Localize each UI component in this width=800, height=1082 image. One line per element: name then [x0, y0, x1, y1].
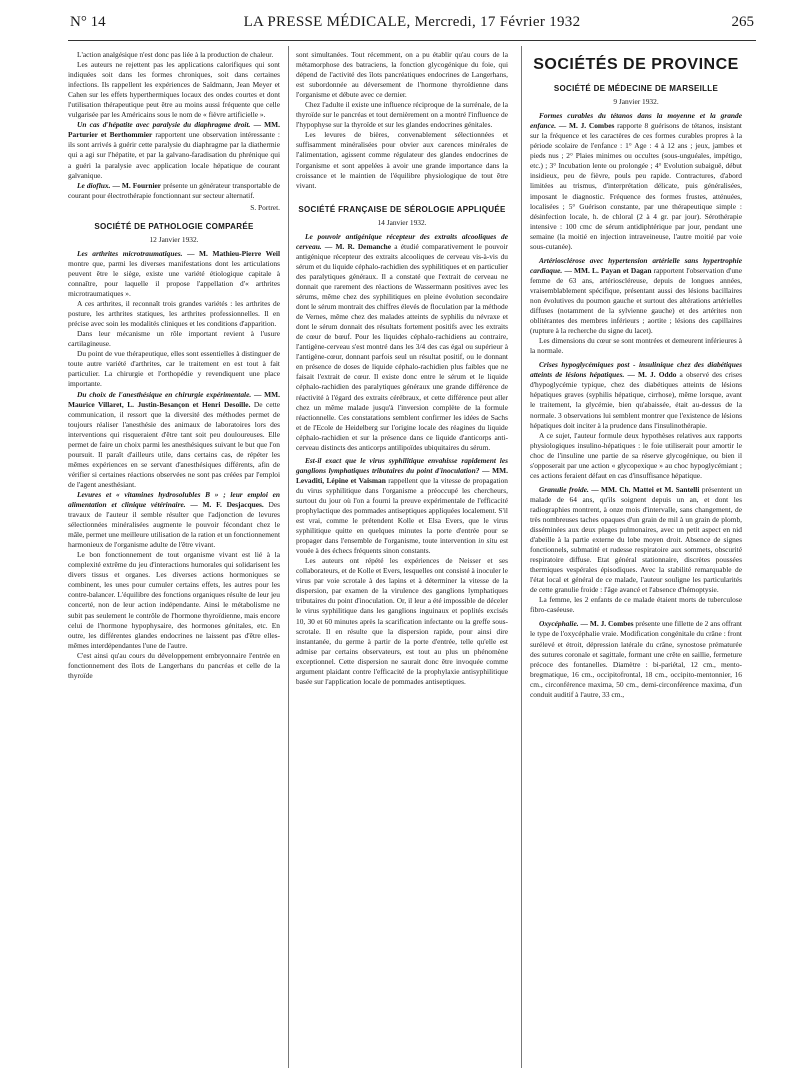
- article-authors: — M. R. Demanche: [324, 241, 392, 251]
- column-divider: [521, 46, 522, 1068]
- paragraph: Chez l'adulte il existe une influence réciproque de la surrénale, de la thyroïde sur le pancréas et tout dernièrement on a montré l'influence de l'hypophyse sur la thyroïde et sur les glandes endocrines génitales.: [296, 100, 508, 130]
- article: [68, 390, 280, 490]
- column-1: [68, 50, 280, 681]
- society-title: SOCIÉTÉ DE PATHOLOGIE COMPARÉE: [94, 221, 254, 231]
- paragraph: Les auteurs ne rejettent pas les applications calorifiques qui sont indiquées soit dans les formes chroniques, soit dans certaines infections. Ils rappellent les expériences de Saïdmann, Jean Meyer et Cahen sur les effets hyperthermiques locaux des ondes courtes et dont l'utilisation thérapeutique peut être au moins aussi fréquente que celle vulgarisée par les Américains sous le nom de « fièvre artificielle ».: [68, 60, 280, 120]
- paragraph: Les auteurs ont répété les expériences de Neisser et ses collaborateurs, et de Kolle et Evers, lesquelles ont consisté à inoculer le virus par voie scrotale à des lapins et à déterminer la vitesse de la dispersion, par examen de la virulence des ganglions lymphatiques tributaires du point d'inoculation. Or, il leur a été impossible de déceler le virus syphilitique dans les ganglions inguinaux et poplités excisés 10, 30 et 60 minutes après la scarification infectante ou la greffe sous-scrotale. Il en résulte que la dispersion rapide, pour ainsi dire instantanée, du germe à partir de la porte d'entrée, telle qu'elle est admise par certains observateurs, est tout au plus un phénomène exceptionnel. Cette dispersion ne saurait donc être invoquée comme argument plaidant contre l'efficacité de la prophylaxie antisyphilitique basée sur l'application locale de pommades antiseptiques.: [296, 556, 508, 686]
- article-authors: — MM. Parturier et Berthommier: [68, 120, 280, 140]
- article-title: Artériosclérose avec hypertension artérielle sans hypertrophie cardiaque.: [530, 255, 742, 275]
- journal-title: LA PRESSE MÉDICALE, Mercredi, 17 Février 1932: [243, 14, 581, 30]
- column-2: [296, 50, 508, 687]
- article-text: montre que, parmi les diverses manifestations dont les articulations peuvent être le siège, existe une variété étiologique capitale à connaître, pour laquelle il propose l'appellation d'« arthrites microtraumatiques ».: [68, 258, 280, 299]
- article-text: présentent un malade de 64 ans, qu'ils soignent depuis un an, et dont les radiographies montrent, à onze mois d'intervalle, sans changement, de très nombreuses taches opaques d'un grain de mil à un grain de plomb, disséminées aux deux plages pulmonaires, avec un petit aspect en nid d'abeille à la partie externe du lobe moyen droit. Absence de signes fonctionnels, submatité et rudesse respiratoire aux sommets, obscurité respiratoire diffuse. Etat général stationnaire, discrètes poussées thermiques vespérales épisodiques. Avec la stabilité remarquable de l'état local et général de ce malade, l'auteur souligne les particularités de cette granulie froide : l'âge avancé et l'absence d'hémoptysie.: [530, 484, 742, 595]
- article-title: Un cas d'hépatite avec paralysie du diaphragme droit.: [77, 120, 251, 130]
- article-authors: — MM. Maurice Villaret, L. Justin-Besançon et Henri Desoille.: [68, 389, 280, 409]
- article-title: Granulie froide.: [539, 484, 589, 494]
- article-title: Du choix de l'anesthésique en chirurgie expérimentale.: [77, 389, 252, 399]
- article-title: Les arthrites microtraumatiques.: [77, 248, 183, 258]
- article-text: rapportent une observation intéressante : ils sont arrivés à guérir cette paralysie du diaphragme par la diathermie qui a agi sur l'hépatite, et par la galvano-faradisation du phrénique qui a guéri la paralysie avec application locale hépatique de courant galvanique.: [68, 130, 280, 180]
- paragraph: La femme, les 2 enfants de ce malade étaient morts de tuberculose fibro-caséeuse.: [530, 595, 742, 615]
- article-authors: — MM. Ch. Mattei et M. Santelli: [591, 484, 700, 494]
- article-title: Levures et « vitamines hydrosolubles B » ; leur emploi en alimentation et clinique vétérinaire.: [68, 489, 280, 510]
- society-title: SOCIÉTÉ DE MÉDECINE DE MARSEILLE: [553, 84, 719, 94]
- article-title: Crises hypoglycémiques post - insulinique chez des diabétiques atteints de lésions hépatiques.: [530, 360, 742, 380]
- article-authors: — M. J. Combes: [580, 619, 634, 629]
- paragraph: sont simultanées. Tout récemment, on a pu établir qu'au cours de la métamorphose des batraciens, la fonction glycogénique du foie, qui dépend de l'activité des îlots pancréatiques endocrines de Langerhans, est subordonnée au déversement de l'hormone thyroïdienne dans l'organisme et débute avec ce dernier.: [296, 50, 508, 100]
- article-text: a observé des crises d'hypoglycémie typique, chez des diabétiques atteints de lésions hépatiques graves (syphilis hépatique, cirrhose), même lorsque, avant le traitement, la glycémie, bien qu'abaissée, était au-dessus de la normale. 3 observations lui semblent montrer que l'existence de lésions hépatiques doit inciter à la prudence dans l'insulinothérapie.: [530, 370, 742, 430]
- page-header: [70, 14, 754, 36]
- session-date: 14 Janvier 1932.: [377, 217, 427, 227]
- article-text: Des travaux de l'auteur il semble résulter que l'adjonction de levures sélectionnées minéralisées augmente le pouvoir fécondant chez le mâle, permet une meilleure utilisation de la ration et un fonctionnement harmonieux de l'organisme adulte de l'être vivant.: [68, 500, 281, 550]
- article: [530, 256, 742, 336]
- article-text: rapporte 8 guérisons de tétanos, insistant sur la fréquence et les caractères de ces formes curables propres à la période scolaire de l'enfance : 1° Age : 4 à 12 ans ; jeux, jambes et pieds nus ; 2° Plaies minimes ou occultes (sous-unguéales, impétigo, etc.) ; 3° Incubation lente ou prolongée ; 4° Evolution subaiguë, début insidieux, peu de fièvre, pouls peu rapide. Contractures, d'abord limitées au trismus, d'interprétation délicate, puis généralisées, imposant le diagnostic. Fréquence des formes frustes, atténuées, localisées ; 5° Guérison constante, par une thérapeutique simple : désinfection locale, h. de chloral (2 à 4 gr. par jour). Sérothérapie intensive : 100 cmc de sérum antidiphtérique par jour, pendant une semaine (la moitié en injection intraveineuse, l'autre moitié par voie sous-cutanée).: [530, 121, 742, 251]
- article: [530, 360, 742, 430]
- article-title: Est-il exact que le virus syphilitique envahisse rapidement les ganglions lymphatiques tributaires du point d'inoculation?: [296, 455, 508, 475]
- article: [530, 485, 742, 596]
- paragraph: Le bon fonctionnement de tout organisme vivant est lié à la complexité extrême du jeu d'interactions humorales qui solidarisent les divers tissus et organes. Les diverses actions hormoniques se combinent, les unes pour cumuler certains effets, les autres pour les contre-balancer. L'équilibre des fonctions organiques résulte de leur jeu concerté, non de leur action indépendante. Ainsi le métabolisme ne subit pas seulement le contrôle de l'hormone thyroïdienne, mais encore celui de l'hormone hypophysaire, des hormones génitales, etc. En outre, les différentes glandes endocrines ne laissent pas d'être elles-mêmes interdépendantes l'une de l'autre.: [68, 550, 280, 650]
- column-divider: [288, 46, 289, 1068]
- article-authors: — M. J. Oddo: [627, 370, 677, 380]
- section-title: SOCIÉTÉS DE PROVINCE: [533, 56, 739, 73]
- article: [530, 111, 742, 252]
- column-3: [530, 50, 742, 700]
- article-text: est vouée à des échecs fréquents sinon constants.: [296, 536, 509, 556]
- article-title: Le pouvoir antigénique récepteur des extraits alcooliques de cerveau.: [296, 231, 508, 251]
- article-authors: — MM. L. Payan et Dagan: [564, 265, 652, 275]
- article-authors: — M. F. Desjacques.: [190, 500, 264, 510]
- session-date: 9 Janvier 1932.: [613, 97, 659, 107]
- article: [68, 120, 280, 180]
- article-title: Le dioflux.: [77, 180, 111, 190]
- article-text: présente un générateur transportable de courant pour électrothérapie fonctionnant sur secteur alternatif.: [68, 180, 280, 200]
- signature: S. Portret.: [250, 202, 280, 212]
- article-title: Oxycéphalie.: [539, 619, 579, 629]
- article: [68, 181, 280, 201]
- paragraph: Dans leur mécanisme un rôle important revient à l'usure cartilagineuse.: [68, 329, 280, 349]
- article-text: a étudié comparativement le pouvoir antigénique récepteur des extraits alcooliques de cerveau vis-à-vis du sérum et du liquide céphalo-rachidien des syphilitiques et en particulier des paralytiques généraux. Il a constaté que l'extrait de cerveau ne donnait que rarement des réactions de Wassermann positives avec les sérums, même chez des syphilitiques en pleine évolution secondaire dont le sérum montrait des chiffres élevés de floculation par la méthode de Vernes, même chez des malades atteints de syphilis du névraxe et dont le sérum donnait des résultats fortement positifs avec les extraits de cœur de bœuf. Pour les liquides céphalo-rachidiens au contraire, l'antigène-cerveau s'est montré dans les 3/4 des cas égal ou supérieur à l'antigène-cœur, donnant parfois seul un résultat positif, ou le donnant en présence de doses de liquide céphalo-rachidien plus faibles que ne faisait l'extrait de cœur. Il existe donc entre le sérum et le liquide céphalo-rachidien des paralytiques généraux une grande différence de réactivité à l'égard des extraits cérébraux, et cette différence peut aller chez un même malade jusqu'à l'inversion complète de la formule réactionnelle. Ces constatations semblent confirmer les idées de Sachs et de l'Ecole de Heidelberg sur l'origine locale des réagines du liquide céphalo-rachidien et sur la présence dans ce liquide d'anticorps anti-cerveau distincts des anticorps antilipoïdes ubiquitaires du sérum.: [296, 241, 508, 452]
- header-rule: [68, 40, 756, 41]
- paragraph: A ces arthrites, il reconnaît trois grandes variétés : les arthrites de posture, les arthrites statiques, les arthrites professionnelles. Il en précise avec soin les modalités cliniques et les conditions d'apparition.: [68, 299, 280, 329]
- article: [530, 619, 742, 699]
- paragraph: L'action analgésique n'est donc pas liée à la production de chaleur.: [77, 50, 274, 59]
- article-title: Formes curables du tétanos dans la moyenne et la grande enfance.: [530, 111, 742, 131]
- article-authors: — M. Fournier: [112, 180, 162, 190]
- article-authors: — M. Mathieu-Pierre Weil: [187, 248, 280, 258]
- article: [296, 232, 508, 453]
- paragraph: Du point de vue thérapeutique, elles sont essentielles à distinguer de toute autre variété d'arthrites, car le traitement en est tout à fait particulier. La chirurgie et l'orthopédie y revendiquent une place importante.: [68, 349, 280, 389]
- paragraph: A ce sujet, l'auteur formule deux hypothèses relatives aux rapports physiologiques insulino-hépatiques : le foie utiliserait pour amortir le choc de l'insuline une partie de sa réserve glycogénique, ou bien il s'opposerait par une action « glycopexique » au choc hypoglycémiant ; ces actions feraient défaut en cas d'insuffisance hépatique.: [530, 430, 742, 480]
- page-number: 265: [731, 14, 754, 30]
- article-text: rapportent l'observation d'une femme de 63 ans, artérioscléreuse, depuis de longues années, vraisemblablement spécifique, présentant aussi des lésions bacillaires non évolutives du poumon gauche et surtout des altérations artérielles diffuses (notamment de la sylvienne gauche) et des artérites non oblitérantes des membres inférieurs ; aortite ; lésions des capillaires (rupture à la recherche du signe du lacet).: [530, 265, 742, 336]
- article-authors: — MM. Levaditi, Lépine et Vaisman: [296, 465, 508, 485]
- paragraph: Les dimensions du cœur se sont montrées et demeurent inférieures à la normale.: [530, 336, 742, 356]
- paragraph: C'est ainsi qu'au cours du développement embryonnaire l'entrée en fonctionnement des îlots de Langerhans du pancréas et celle de la thyroïde: [68, 650, 280, 680]
- society-title: SOCIÉTÉ FRANÇAISE DE SÉROLOGIE APPLIQUÉE: [298, 204, 506, 214]
- article: [68, 249, 280, 299]
- article-text-italic: in situ: [478, 536, 498, 546]
- issue-number: N° 14: [70, 14, 106, 30]
- article-authors: — M. J. Combes: [558, 121, 615, 131]
- article-text: rappellent que la vitesse de propagation du virus syphilitique dans l'organisme a préoccupé les chercheurs, surtout du jour où l'on a fourni la preuve expérimentale de l'efficacité prophylactique des pommades antiseptiques appliquées localement. S'il est vrai, comme le prétendent Kolle et Elsa Evers, que le virus syphilitique quitte en quelques minutes la porte d'entrée pour se propager dans l'ensemble de l'organisme, toute intervention: [296, 475, 508, 546]
- article-text: De cette communication, il ressort que la diversité des méthodes permet de toujours réaliser l'anesthésie des animaux de laboratoires lors des interventions qui risqueraient d'être tant soit peu douloureuses. Elle permet de faire un choix parmi les anesthésiques suivant le but que l'on poursuit. Il paraît d'ailleurs utile, dans certains cas, de répéter les mêmes expériences en se servant d'anesthésiques différents, afin de vérifier si certaines réactions observées ne sont pas créées par l'emploi de l'agent anesthésiant.: [68, 399, 280, 489]
- article: [296, 456, 508, 556]
- paragraph: Les levures de bières, convenablement sélectionnées et suffisamment minéralisées pour obvier aux carences minérales de l'alimentation, agissent comme régulateur des glandes endocrines de l'organisme et sont appelées à avoir une grande importance dans la croissance et le maintien de l'équilibre physiologique de tout être vivant.: [296, 130, 508, 190]
- session-date: 12 Janvier 1932.: [149, 234, 199, 244]
- article-text: présente une fillette de 2 ans offrant le type de l'oxycéphalie vraie. Modification congénitale du crâne : front surélevé et étroit, dépression latérale du crâne, synostose prématurée des sutures coronale et sagittale, formant une crête en saillie, fermeture précoce des fontanelles. Diamètre : bi-pariétal, 12 cm., mento-bregmatique, 16 cm., occipitofrontal, 18 cm., occipito-mentonnier, 16 cm., circonférence maxima, 50 cm., demi-circonférence maxima, d'un conduit auditif à l'autre, 33 cm.,: [530, 619, 742, 699]
- article: [68, 490, 280, 550]
